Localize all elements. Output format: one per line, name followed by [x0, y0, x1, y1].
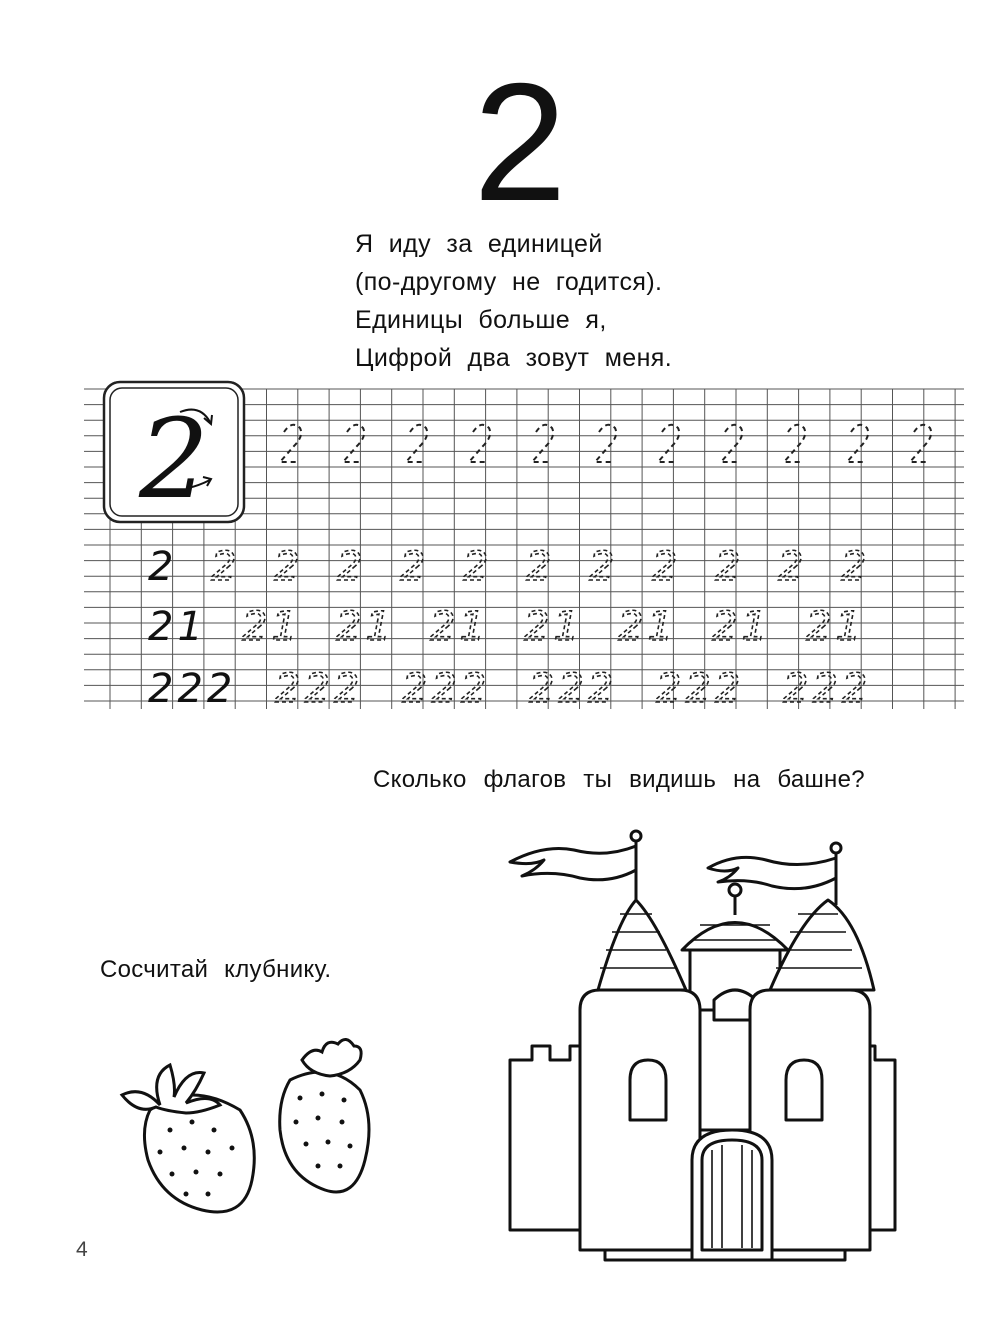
- trace-digits: 2: [841, 544, 871, 590]
- sample-digit: 2: [139, 395, 209, 523]
- trace-digit: [910, 425, 931, 462]
- trace-digits: 2: [337, 544, 367, 590]
- trace-digit: [847, 425, 868, 462]
- trace-digit: [469, 425, 490, 462]
- trace-digits: 222: [783, 666, 872, 712]
- trace-digits: 21: [712, 604, 771, 650]
- sample-digit-tile: [104, 382, 244, 523]
- trace-digits: 21: [242, 604, 301, 650]
- strawberry-task: Сосчитай клубнику.: [100, 956, 332, 983]
- trace-digits: 222: [275, 666, 364, 712]
- flags-question: Сколько флагов ты видишь на башне?: [373, 766, 865, 793]
- trace-digits: 2: [526, 544, 556, 590]
- poem-line-4: Цифрой два зовут меня.: [355, 344, 673, 372]
- model-digits: 222: [148, 666, 237, 712]
- trace-digit: [658, 425, 679, 462]
- trace-digits: 21: [430, 604, 489, 650]
- page-title-digit: 2: [473, 48, 567, 236]
- page-number: 4: [76, 1238, 88, 1261]
- trace-digits: 2: [463, 544, 493, 590]
- model-digits: 21: [148, 604, 207, 650]
- trace-digits: 2: [274, 544, 304, 590]
- trace-digits: 2: [211, 544, 241, 590]
- trace-digits: 2: [778, 544, 808, 590]
- trace-digits: 222: [402, 666, 491, 712]
- trace-digits: 2: [400, 544, 430, 590]
- trace-digits: 2: [715, 544, 745, 590]
- trace-digits: 222: [656, 666, 745, 712]
- model-digits: 2: [148, 544, 178, 590]
- trace-digits: 2: [589, 544, 619, 590]
- trace-digit: [721, 425, 742, 462]
- poem-line-3: Единицы больше я,: [355, 306, 607, 334]
- trace-digit: [343, 425, 364, 462]
- trace-digits: 2: [652, 544, 682, 590]
- trace-digits: 21: [336, 604, 395, 650]
- trace-digit: [784, 425, 805, 462]
- trace-digit: [532, 425, 553, 462]
- trace-digit: [595, 425, 616, 462]
- poem-line-2: (по-другому не годится).: [355, 268, 663, 296]
- trace-digits: 21: [618, 604, 677, 650]
- trace-digits: 21: [806, 604, 865, 650]
- trace-digits: 222: [529, 666, 618, 712]
- trace-digits: 21: [524, 604, 583, 650]
- trace-digit: [406, 425, 427, 462]
- poem-line-1: Я иду за единицей: [355, 230, 603, 258]
